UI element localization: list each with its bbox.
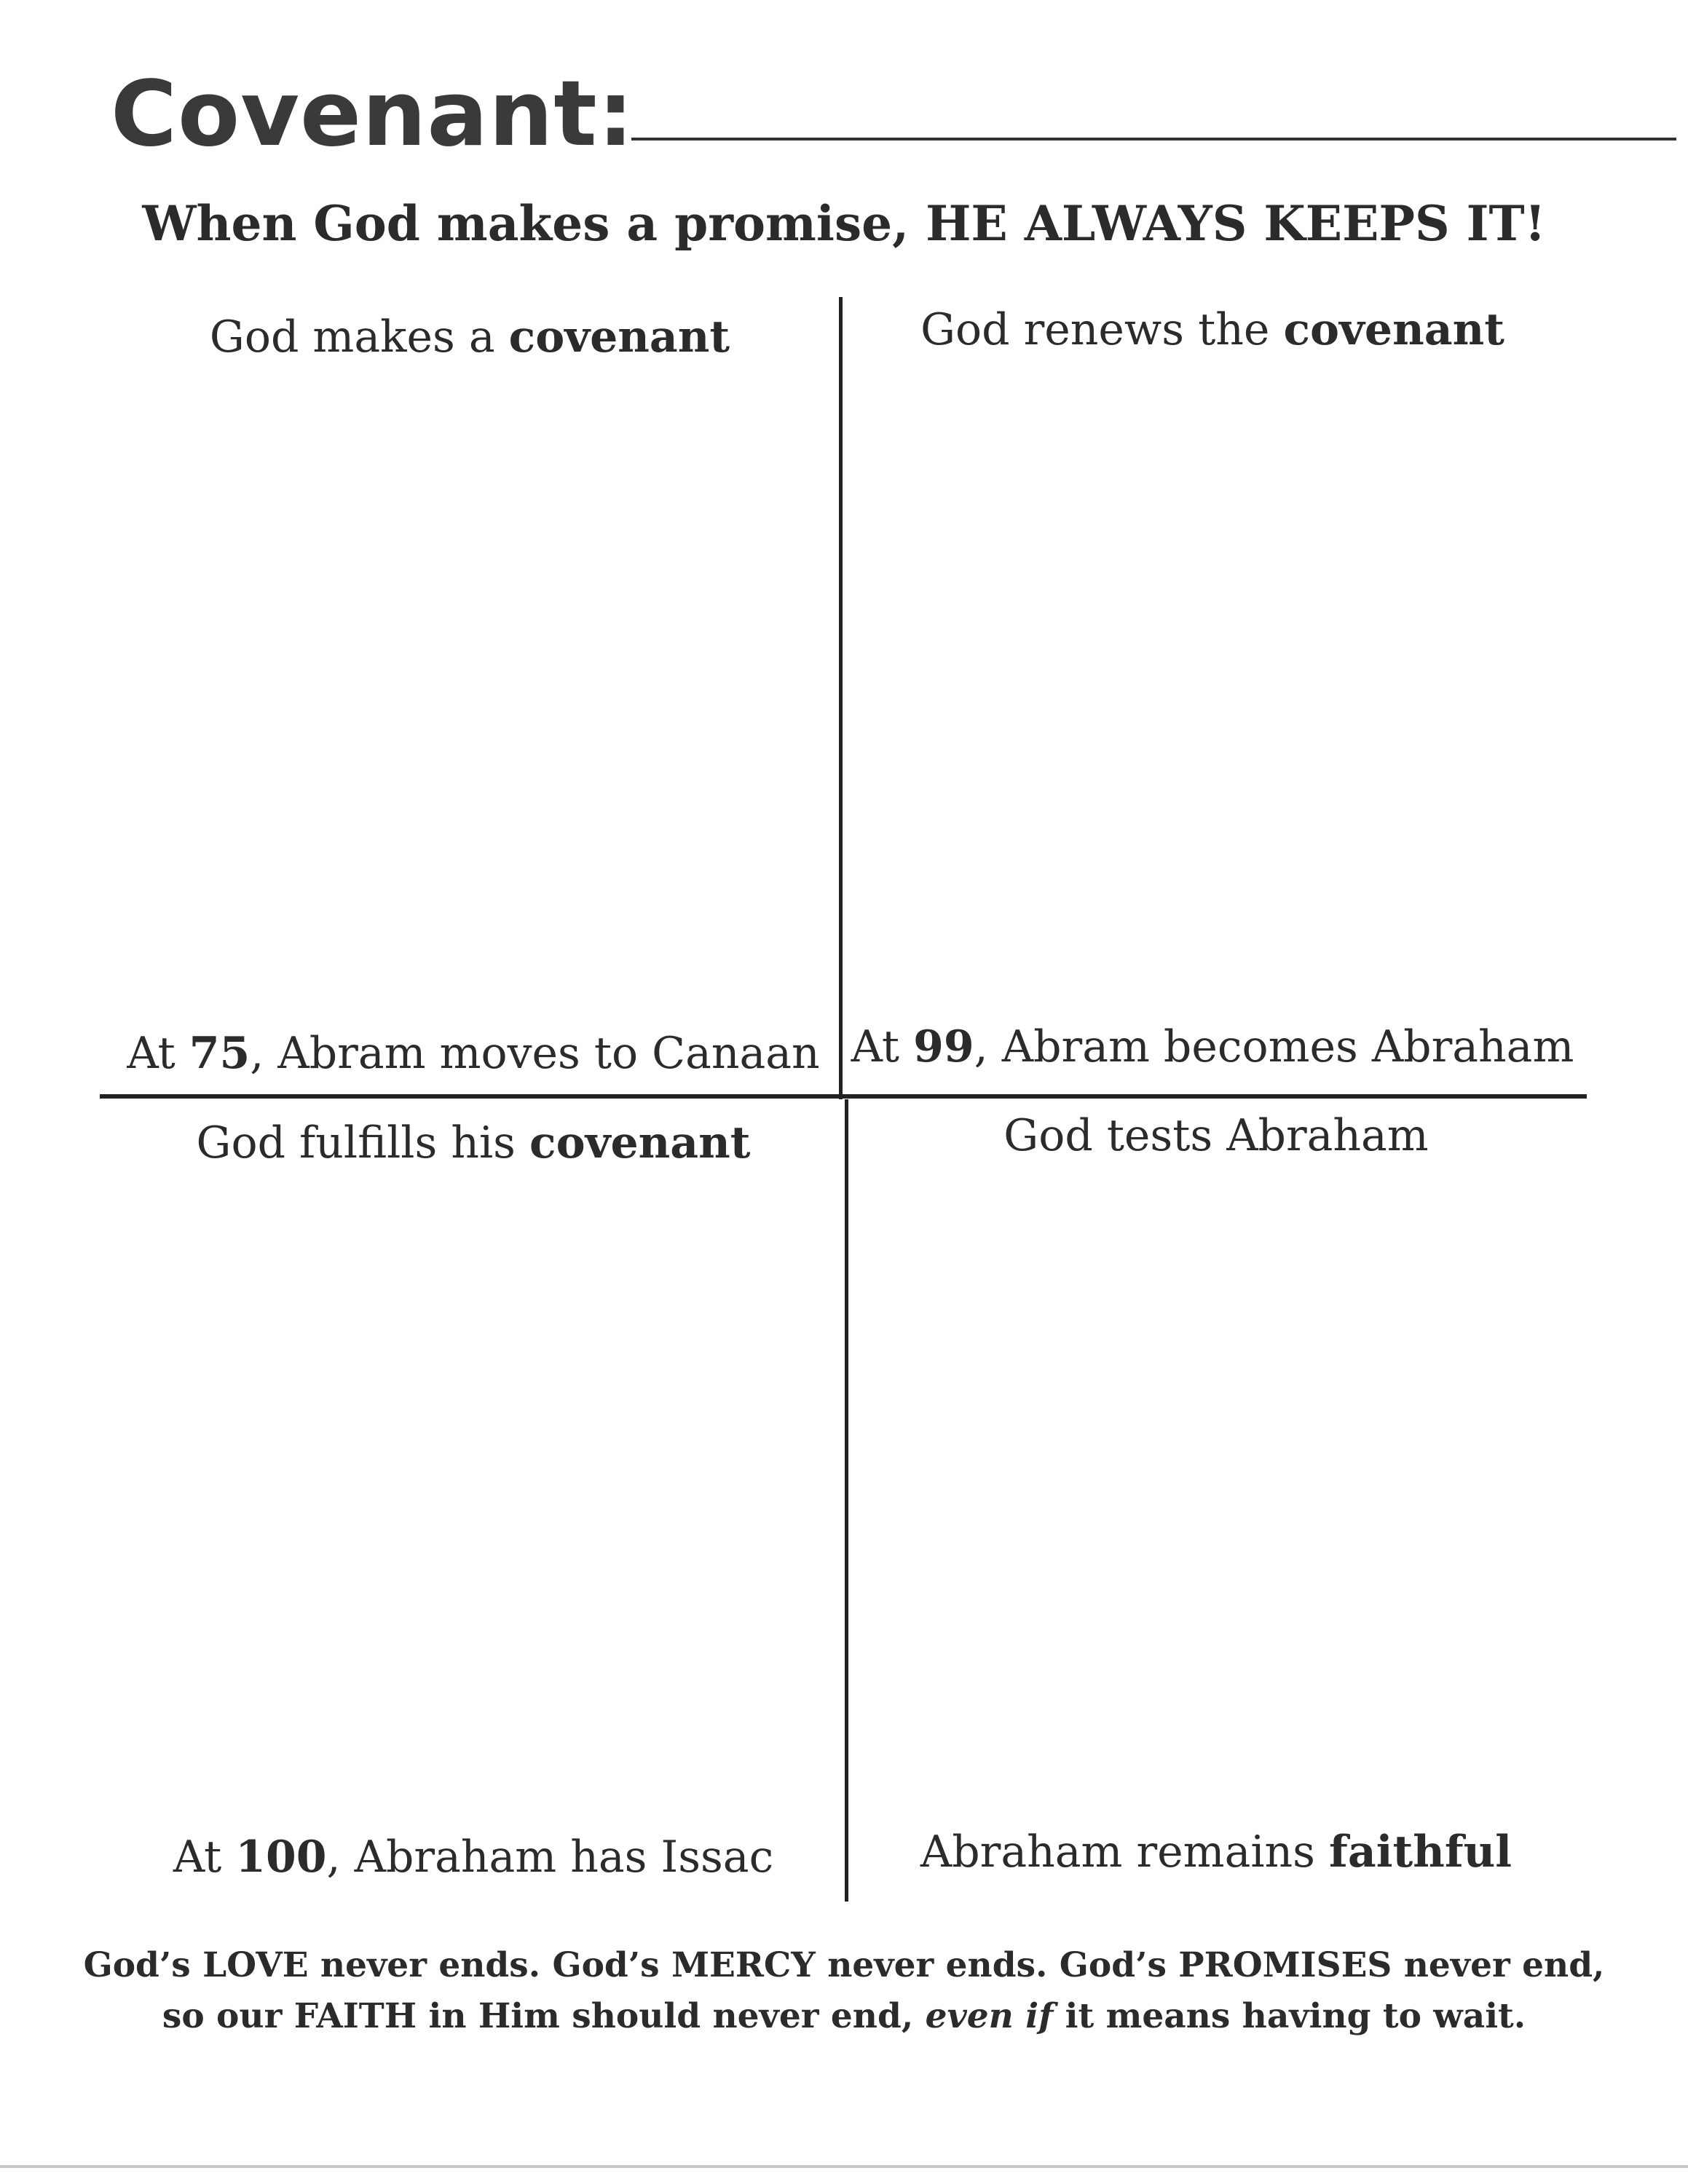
bottom-right-footer-bold: faithful	[1329, 1827, 1513, 1878]
top-right-footer	[848, 1021, 1577, 1072]
top-left-heading-prefix: God makes a	[209, 312, 509, 363]
subtitle	[0, 195, 1688, 252]
subtitle-part2: HE ALWAYS KEEPS IT!	[926, 195, 1546, 252]
bottom-right-footer-prefix: Abraham remains	[920, 1827, 1330, 1878]
bottom-right-heading: God tests Abraham	[1003, 1110, 1429, 1161]
title-fill-in-blank[interactable]	[631, 138, 1676, 141]
bottom-right-footer	[848, 1827, 1584, 1878]
top-right-heading	[848, 304, 1577, 355]
bottom-left-heading-prefix: God fulfills his	[196, 1117, 530, 1168]
top-left-footer	[113, 1028, 834, 1079]
vertical-divider-top	[839, 297, 843, 1099]
closing-message-line2-part2: it means having to wait.	[1053, 1996, 1526, 2036]
bottom-left-heading	[113, 1117, 834, 1168]
bottom-left-footer-number: 100	[235, 1832, 327, 1883]
top-right-heading-prefix: God renews the	[920, 304, 1284, 355]
page-title: Covenant:	[111, 62, 635, 167]
bottom-left-footer	[113, 1832, 834, 1883]
top-right-footer-suffix: , Abram becomes Abraham	[974, 1021, 1574, 1072]
closing-message-line2-italic: even if	[925, 1996, 1054, 2036]
top-left-footer-suffix: , Abram moves to Canaan	[250, 1028, 820, 1079]
title-row	[111, 60, 1567, 169]
subtitle-part1: When God makes a promise,	[142, 195, 926, 252]
top-left-heading-bold: covenant	[508, 312, 730, 363]
bottom-left-footer-prefix: At	[173, 1832, 236, 1883]
vertical-divider-bottom	[845, 1099, 848, 1902]
top-right-footer-prefix: At	[851, 1021, 914, 1072]
top-left-footer-number: 75	[189, 1028, 251, 1079]
closing-message-line2-part1: so our FAITH in Him should never end,	[162, 1996, 926, 2036]
top-left-footer-prefix: At	[127, 1028, 189, 1079]
scan-page-edge	[0, 2165, 1688, 2168]
top-right-heading-bold: covenant	[1283, 304, 1504, 355]
top-right-footer-number: 99	[913, 1021, 974, 1072]
bottom-left-heading-bold: covenant	[529, 1117, 751, 1168]
bottom-left-footer-suffix: , Abraham has Issac	[326, 1832, 774, 1883]
closing-message-line2	[0, 1996, 1688, 2036]
closing-message-line1: God’s LOVE never ends. God’s MERCY never ends. God’s PROMISES never end,	[83, 1945, 1605, 1985]
horizontal-divider	[100, 1094, 1587, 1099]
top-left-heading	[113, 312, 827, 363]
